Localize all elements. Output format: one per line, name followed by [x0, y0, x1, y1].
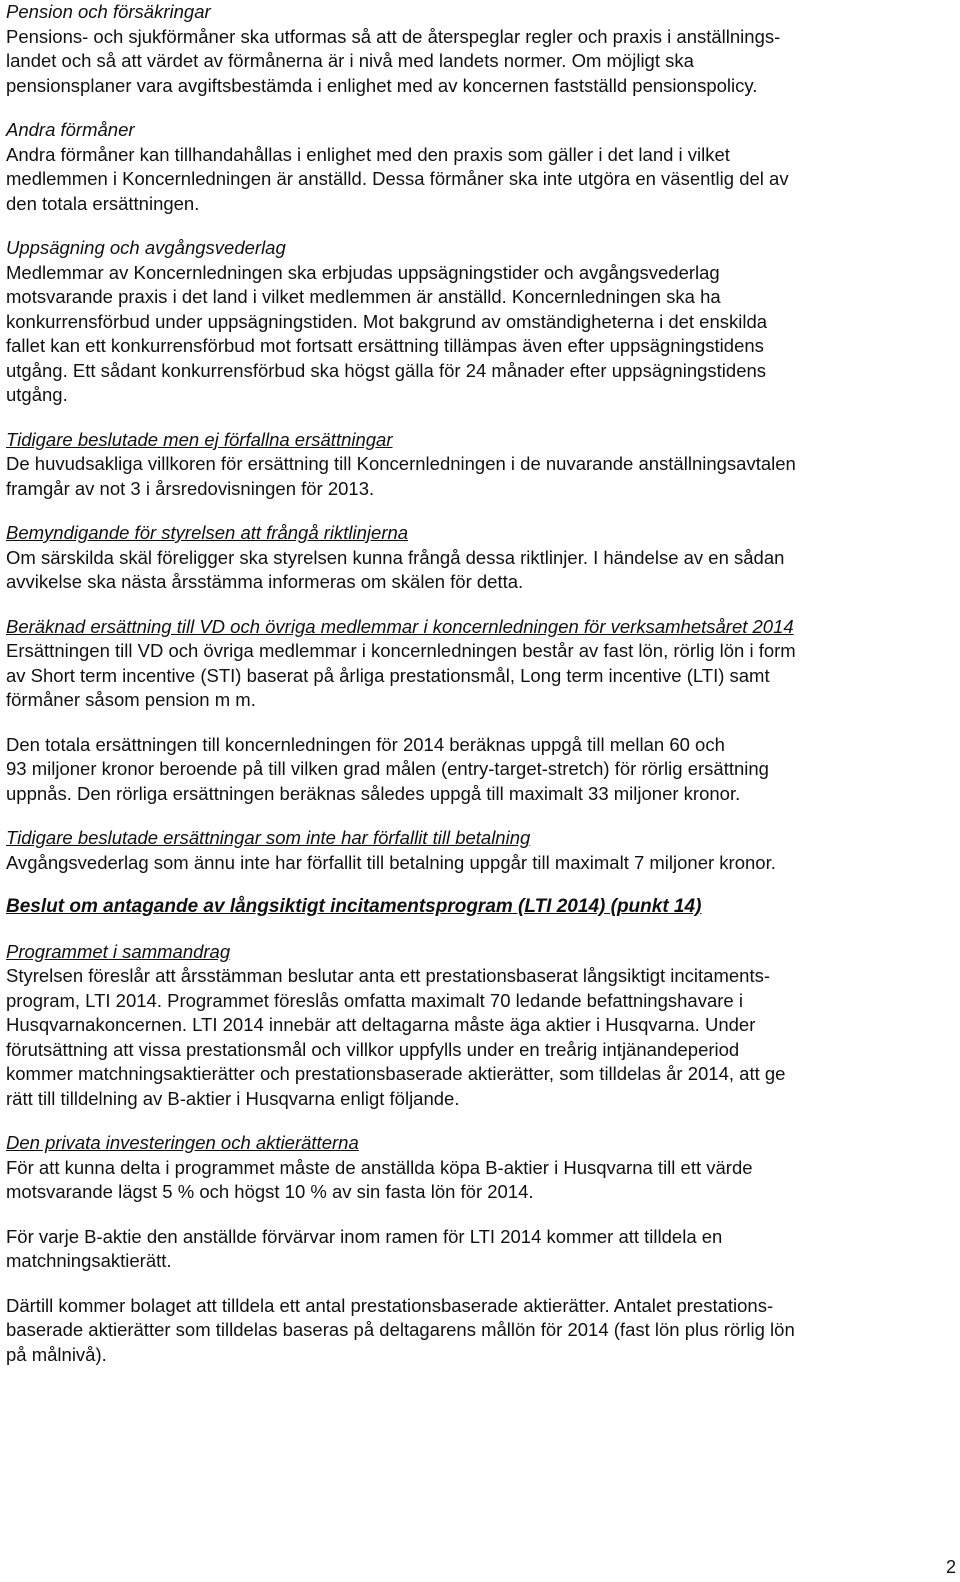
section-heading: Bemyndigande för styrelsen att frångå riktlinjerna [6, 522, 409, 543]
text-line: För varje B-aktie den anställde förvärvar inom ramen för LTI 2014 kommer att tilldela en [6, 1225, 723, 1247]
text-line: För att kunna delta i programmet måste de anställda köpa B-aktier i Husqvarna till ett värde [6, 1156, 753, 1178]
text-line: Andra förmåner kan tillhandahållas i enlighet med den praxis som gäller i det land i vilket [6, 143, 730, 165]
text-line: pensionsplaner vara avgiftsbestämda i enlighet med av koncernen fastställd pensionspolicy. [6, 74, 758, 96]
section-heading: Beräknad ersättning till VD och övriga medlemmar i koncernledningen för verksamhetsåret 2014 [6, 615, 794, 637]
section-lti-title [6, 895, 954, 920]
text-line: motsvarande praxis i det land i vilket medlemmen är anställd. Koncernledningen ska ha [6, 286, 721, 307]
text-line: kommer matchningsaktierätter och prestationsbaserade aktierätter, som tilldelas år 2014, att ge [6, 1063, 786, 1084]
text-line: landet och så att värdet av förmånerna är i nivå med landets normer. Om möjligt ska [6, 50, 694, 71]
section-unpaid-compensation [6, 826, 954, 875]
section-heading: Programmet i sammandrag [6, 940, 231, 962]
text-line: utgång. [6, 384, 68, 405]
text-line: uppnås. Den rörliga ersättningen beräknas således uppgå till maximalt 33 miljoner kronor. [6, 782, 741, 804]
section-pension [6, 0, 954, 98]
text-line: motsvarande lägst 5 % och högst 10 % av sin fasta lön för 2014. [6, 1181, 534, 1202]
section-performance-rights [6, 1294, 954, 1368]
text-line: konkurrensförbud under uppsägningstiden. Mot bakgrund av omständigheterna i det enskilda [6, 310, 768, 332]
text-line: Husqvarnakoncernen. LTI 2014 innebär att deltagarna måste äga aktier i Husqvarna. Under [6, 1014, 756, 1035]
text-line: matchningsaktierätt. [6, 1250, 172, 1271]
text-line: förmåner såsom pension m m. [6, 689, 256, 710]
text-line: Den totala ersättningen till koncernledningen för 2014 beräknas uppgå till mellan 60 och [6, 733, 725, 755]
section-total-compensation [6, 733, 954, 807]
section-program-summary [6, 940, 954, 1112]
text-line: De huvudsakliga villkoren för ersättning till Koncernledningen i de nuvarande anställningsavtalen [6, 453, 796, 474]
text-line: Avgångsvederlag som ännu inte har förfallit till betalning uppgår till maximalt 7 miljoner kronor. [6, 851, 776, 873]
text-line: den totala ersättningen. [6, 192, 200, 214]
text-line: Därtill kommer bolaget att tilldela ett antal prestationsbaserade aktierätter. Antalet prestations- [6, 1294, 774, 1316]
text-line: av Short term incentive (STI) baserat på årliga prestationsmål, Long term incentive (LTI) samt [6, 664, 770, 686]
text-line: 93 miljoner kronor beroende på till vilken grad målen (entry-target-stretch) för rörlig ersättning [6, 758, 769, 779]
section-heading: Tidigare beslutade men ej förfallna ersättningar [6, 428, 393, 450]
text-line: förutsättning att vissa prestationsmål och villkor uppfylls under en treårig intjänandeperiod [6, 1038, 740, 1060]
document-page [6, 0, 954, 1387]
text-line: fallet kan ett konkurrensförbud mot fortsatt ersättning tillämpas även efter uppsägningstidens [6, 335, 764, 356]
section-heading: Uppsägning och avgångsvederlag [6, 237, 286, 258]
section-previous-compensation [6, 428, 954, 502]
section-estimated-compensation [6, 615, 954, 713]
text-line: Medlemmar av Koncernledningen ska erbjudas uppsägningstider och avgångsvederlag [6, 261, 720, 283]
section-termination [6, 236, 954, 408]
lti-heading: Beslut om antagande av långsiktigt incitamentsprogram (LTI 2014) (punkt 14) [6, 896, 702, 917]
text-line: program, LTI 2014. Programmet föreslås omfatta maximalt 70 ledande befattningshavare i [6, 989, 743, 1011]
section-heading: Pension och försäkringar [6, 1, 211, 22]
section-matching-right [6, 1225, 954, 1274]
text-line: utgång. Ett sådant konkurrensförbud ska högst gälla för 24 månader efter uppsägningstidens [6, 359, 767, 381]
section-heading: Tidigare beslutade ersättningar som inte har förfallit till betalning [6, 827, 531, 848]
text-line: Styrelsen föreslår att årsstämman beslutar anta ett prestationsbaserat långsiktigt incitaments- [6, 965, 770, 986]
section-heading: Den privata investeringen och aktierätterna [6, 1132, 359, 1153]
text-line: baserade aktierätter som tilldelas baseras på deltagarens mållön för 2014 (fast lön plus rörlig lön [6, 1319, 795, 1340]
text-line: avvikelse ska nästa årsstämma informeras om skälen för detta. [6, 571, 524, 592]
section-other-benefits [6, 118, 954, 216]
text-line: medlemmen i Koncernledningen är anställd. Dessa förmåner ska inte utgöra en väsentlig del av [6, 168, 789, 189]
text-line: Pensions- och sjukförmåner ska utformas så att de återspeglar regler och praxis i anställnings- [6, 25, 781, 47]
section-private-investment [6, 1131, 954, 1205]
page-number: 2 [945, 1557, 956, 1577]
text-line: rätt till tilldelning av B-aktier i Husqvarna enligt följande. [6, 1087, 460, 1109]
text-line: Om särskilda skäl föreligger ska styrelsen kunna frångå dessa riktlinjer. I händelse av en sådan [6, 546, 785, 568]
text-line: framgår av not 3 i årsredovisningen för 2013. [6, 477, 375, 499]
section-authorization [6, 521, 954, 595]
text-line: Ersättningen till VD och övriga medlemmar i koncernledningen består av fast lön, rörlig lön i form [6, 640, 796, 661]
text-line: på målnivå). [6, 1343, 107, 1365]
section-heading: Andra förmåner [6, 119, 135, 140]
